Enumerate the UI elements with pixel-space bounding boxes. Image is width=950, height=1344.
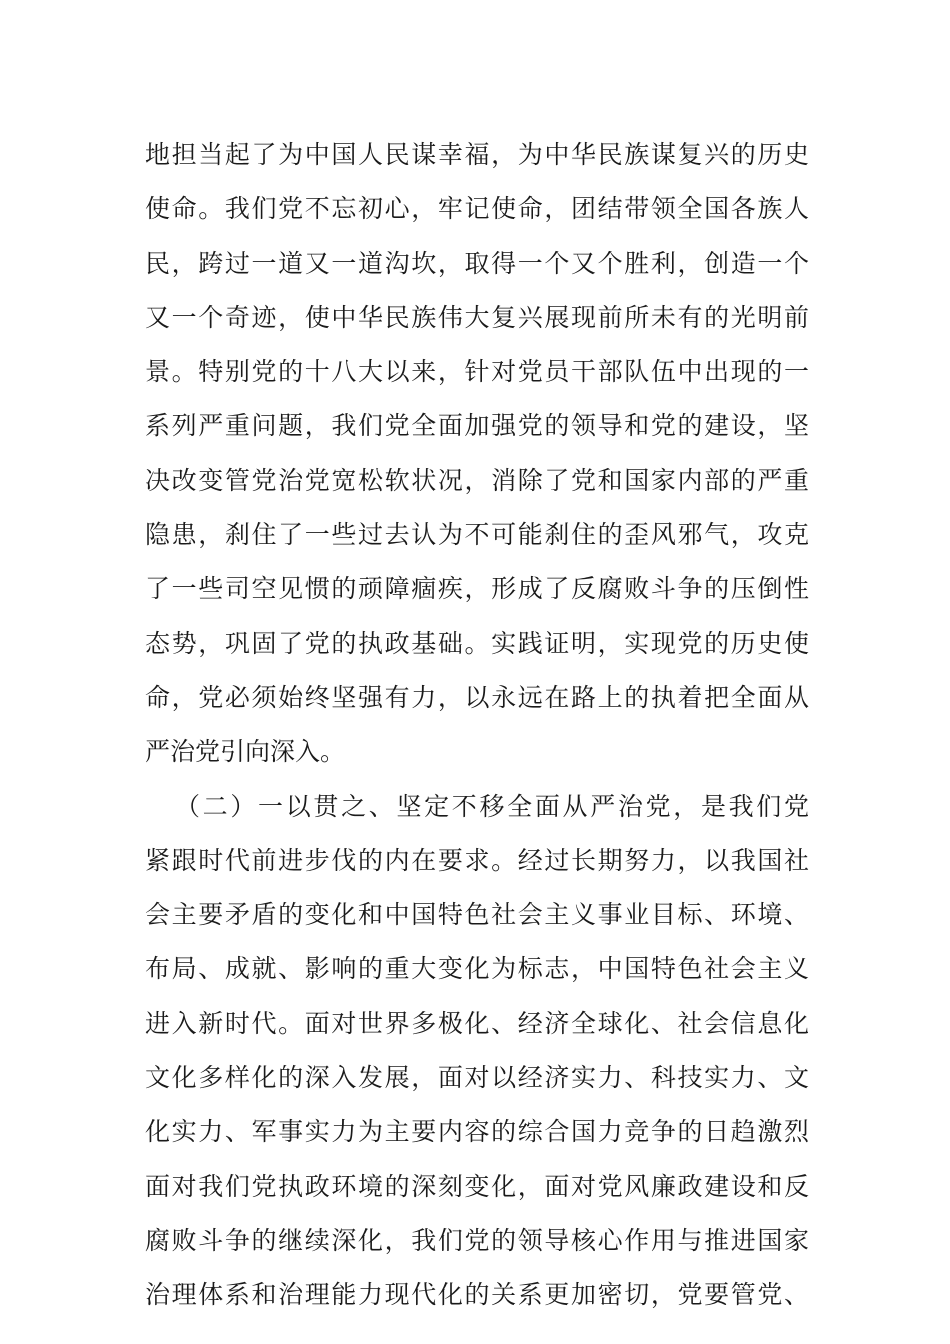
text-line: 系列严重问题，我们党全面加强党的领导和党的建设，坚: [145, 411, 809, 441]
text-line: 治理体系和治理能力现代化的关系更加密切，党要管党、: [145, 1280, 809, 1310]
text-line: 又一个奇迹，使中华民族伟大复兴展现前所未有的光明前: [145, 302, 809, 332]
text-line: 了一些司空见惯的顽障痼疾，形成了反腐败斗争的压倒性: [145, 574, 809, 604]
text-line: 文化多样化的深入发展，面对以经济实力、科技实力、文: [145, 1063, 809, 1093]
text-line: 腐败斗争的继续深化，我们党的领导核心作用与推进国家: [145, 1225, 809, 1255]
text-line: 命，党必须始终坚强有力，以永远在路上的执着把全面从: [145, 682, 809, 712]
text-line: 景。特别党的十八大以来，针对党员干部队伍中出现的一: [145, 357, 809, 387]
text-line: 进入新时代。面对世界多极化、经济全球化、社会信息化: [145, 1008, 809, 1038]
text-line: 民，跨过一道又一道沟坎，取得一个又个胜利，创造一个: [145, 248, 809, 278]
document-body: [145, 128, 809, 1323]
text-line: 布局、成就、影响的重大变化为标志，中国特色社会主义: [145, 954, 809, 984]
text-line: 使命。我们党不忘初心，牢记使命，团结带领全国各族人: [145, 194, 809, 224]
text-line: 紧跟时代前进步伐的内在要求。经过长期努力，以我国社: [145, 845, 809, 875]
text-line: 化实力、军事实力为主要内容的综合国力竞争的日趋激烈: [145, 1117, 809, 1147]
text-line: 隐患，刹住了一些过去认为不可能刹住的歪风邪气，攻克: [145, 520, 809, 550]
paragraph-1: [145, 128, 809, 780]
text-line: 决改变管党治党宽松软状况，消除了党和国家内部的严重: [145, 465, 809, 495]
text-line: 面对我们党执政环境的深刻变化，面对党风廉政建设和反: [145, 1171, 809, 1201]
text-line: （二）一以贯之、坚定不移全面从严治党，是我们党: [175, 791, 809, 821]
paragraph-2: [145, 780, 809, 1323]
text-line: 态势，巩固了党的执政基础。实践证明，实现党的历史使: [145, 628, 809, 658]
text-line: 地担当起了为中国人民谋幸福，为中华民族谋复兴的历史: [145, 140, 809, 169]
text-line: 会主要矛盾的变化和中国特色社会主义事业目标、环境、: [145, 900, 809, 930]
text-line: 严治党引向深入。: [145, 737, 346, 767]
